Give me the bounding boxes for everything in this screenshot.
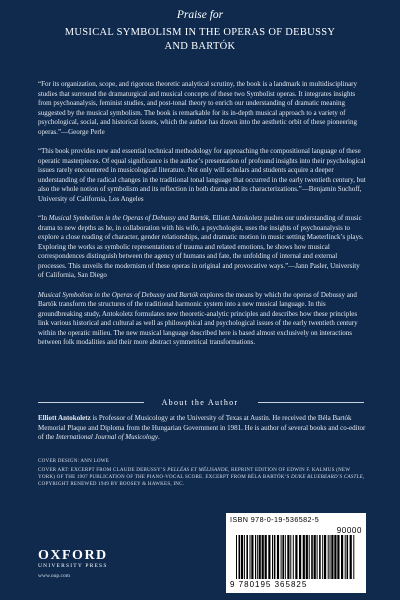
author-bio-end: . [157, 433, 160, 441]
barcode-bar [268, 535, 270, 579]
cover-art-mid: , REPRINT EDITION OF EDWIN F. KALMUS (NEW YORK) OF THE 1907 PUBLICATION OF THE PIANO-VOCAL SCORE. EXCERPT FROM BÉLA BARTÓK’S [38, 467, 351, 480]
barcode-bar [251, 535, 253, 579]
barcode-bar [334, 535, 336, 579]
cover-art-credit [38, 467, 366, 488]
isbn-label: ISBN 978-0-19-536582-5 [230, 515, 320, 524]
barcode-bar [282, 535, 284, 579]
author-name: Elliott Antokoletz [38, 414, 91, 422]
cover-art-title-bluebeard: DUKE BLUEBEARD’S CASTLE [290, 474, 363, 480]
barcode-bar [311, 535, 313, 579]
barcode-bar [309, 535, 310, 579]
description-text: explores the means by which the operas of Debussy and Bartók transform the structures of the traditional harmonic system into a new musical language. In this groundbreaking study, Antokoletz formulates new theoretic-analytic principles and describes how these principles link various historical and cultural as well as philosophical and psychological issues of the early twentieth century within the operatic milieu. The new musical language described here is based almost exclusively on interactions between folk modalities and their more abstract symmetrical transformations. [38, 290, 358, 346]
barcode-bar [290, 535, 291, 579]
quote-perle: “For its organization, scope, and rigorous theoretic analytical scrutiny, the book is a landmark in multidisciplinary studies that surround the dramaturgical and musical concepts of these two Symbolist operas. It integrates insights from psychoanalysis, feminist studies, and post-tonal theory to enrich our understanding of dramatic meaning suggested by the musical symbolism. The book is remarkable for its in-depth musical approach to a variety of psychological, social, and historical issues, which the author has drawn into the aesthetic orbit of these pioneering operas.”—George Perle [38, 80, 358, 136]
barcode-bar [350, 535, 352, 579]
barcode-bar [257, 535, 258, 579]
quote-suchoff: “This book provides new and essential technical methodology for approaching the compositional language of these operatic masterpieces. Of equal significance is the author’s presentation of profound insights into their psychological issues rarely encountered in musicological literature. Not only will scholars and students acquire a deeper understanding of the radical changes in the traditional tonal language that occurred in the early twentieth century, but also the whole notion of symbolism and its reflection in both drama and its characterizations.”—Benjamin Suchoff, University of California, Los Angeles [38, 147, 366, 203]
barcode-bar [293, 535, 294, 579]
barcode-bars [236, 535, 356, 579]
author-journal: International Journal of Musicology [55, 433, 158, 441]
author-bio [38, 414, 366, 443]
cover-art-end: , COPYRIGHT RENEWED 1949 BY BOOSEY & HAWKES, INC. [38, 474, 365, 487]
cover-design-credit: COVER DESIGN: ANN LOWE [38, 458, 110, 464]
description-book-title: Musical Symbolism in the Operas of Debussy and Bartók [38, 290, 199, 299]
barcode-bar [337, 535, 339, 579]
about-rule-right [258, 402, 364, 403]
barcode-bar [299, 535, 301, 579]
barcode-bar [345, 535, 346, 579]
publisher-logo-name: OXFORD [38, 548, 108, 563]
barcode-bar [347, 535, 349, 579]
barcode-bar [341, 535, 343, 579]
barcode-bar [322, 535, 323, 579]
barcode-bar [259, 535, 261, 579]
cover-art-prefix: COVER ART: EXCERPT FROM CLAUDE DEBUSSY’S [38, 467, 168, 473]
barcode-bar [330, 535, 331, 579]
quote-pasler-prefix: “In [38, 214, 49, 222]
barcode-bar [250, 535, 251, 579]
praise-quotes [38, 80, 366, 348]
cover-credits [38, 458, 366, 490]
barcode-bar [236, 535, 237, 579]
publisher-logo-sub: UNIVERSITY PRESS [38, 563, 108, 569]
barcode-bar [328, 535, 329, 579]
quote-pasler-text: , Elliott Antokoletz pushes our understanding of music drama to new depths as he, in collaboration with his wife, a psychologist, uses the insights of psychoanalysis to explore a close reading of character, gender relationships, and dramatic motion in music setting Maeterlinck’s plays. Exploring the works as symbolic representations of trauma and related emotions, he shows how musical correspondences distinguish between the agency of humans and fate, the unfolding of internal and external processes. This unveils the modernism of these operas in original and provocative ways.”—Jann Pasler, University of California, San Diego [38, 214, 364, 279]
barcode-bar [331, 535, 333, 579]
barcode-bar [314, 535, 316, 579]
book-title [40, 26, 360, 54]
quote-pasler-book-title: Musical Symbolism in the Operas of Debussy and Bartók [48, 214, 209, 222]
about-author-heading: About the Author [161, 398, 239, 407]
barcode-bar [246, 535, 248, 579]
book-title-line-2: AND BARTÓK [164, 41, 236, 52]
barcode-bar [306, 535, 308, 579]
barcode-bar [274, 535, 276, 579]
publisher-url: www.oup.com [38, 573, 71, 579]
barcode-bar [244, 535, 245, 579]
publisher-logo [38, 548, 158, 580]
barcode-bar [262, 535, 264, 579]
barcode-bar [287, 535, 289, 579]
price-code: 90000 [336, 526, 362, 535]
barcode-bar [317, 535, 318, 579]
barcode-bar [265, 535, 267, 579]
barcode-bar [255, 535, 256, 579]
cover-art-title-pelleas: PELLÉAS ET MÉLISANDE [167, 467, 229, 473]
isbn-barcode [226, 513, 366, 593]
barcode-bar [303, 535, 305, 579]
barcode-digits: 9 780195 365825 [230, 580, 308, 589]
praise-label: Praise for [176, 9, 224, 21]
barcode-bar [272, 535, 273, 579]
author-bio-text: is Professor of Musicology at the University of Texas at Austin. He received the Béla Bartók Memorial Plaque and Diploma from the Hungarian Government in 1981. He is author of several books and co-editor of the [38, 414, 366, 441]
book-description [38, 291, 366, 348]
barcode-bar [277, 535, 279, 579]
barcode-bar [324, 535, 326, 579]
barcode-bar [239, 535, 241, 579]
barcode-bar [295, 535, 297, 579]
barcode-bar [281, 535, 282, 579]
book-title-line-1: MUSICAL SYMBOLISM IN THE OPERAS OF DEBUSSY [64, 27, 336, 38]
barcode-bar [319, 535, 321, 579]
quote-pasler [38, 214, 366, 281]
barcode-bar [285, 535, 286, 579]
barcode-bar [353, 535, 354, 579]
barcode-bar [241, 535, 243, 579]
